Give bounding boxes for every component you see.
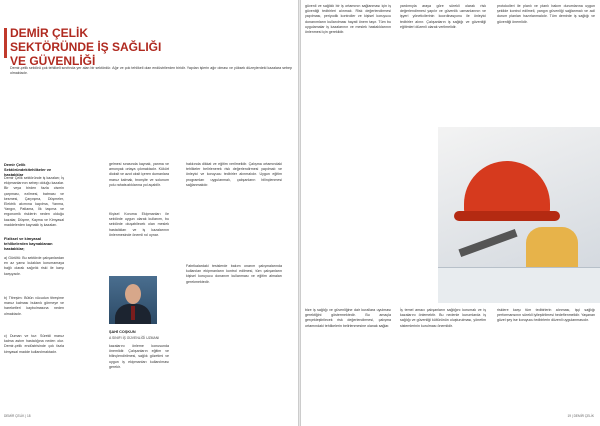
title-accent-bar: [4, 28, 7, 58]
right-top-col1: güvenli ve sağlıklı bir iş ortamının sağlanması için iş güvenliği tedbirleri alınmalı. Risk değerlendirmesi yapılması, periyodik kontroller ve kişisel koruyucu donanımların kullanılması hayati önem taşır. Tüm bu uygulamalar iş kazalarının ve meslek hastalıklarının önlenmesi için gereklidir.: [305, 4, 391, 35]
col2-text: gelmesi sırasında kaynak, yanma ve amonyak ortaya çıkmaktadır. Kükürt dioksit ve azot oksit içeren dumanlara maruz kalmak, bronşite ve solunum yolu rahatsızlıklarına yol açabilir.: [109, 162, 169, 187]
right-bottom-col2: İş temel amacı çalışanların sağlığını korumak ve iş kazalarını önlemektir. Bu nedenle kurumlarda iş sağlığı ve güvenliği kültürünün oluşturulması, yönetim sistemlerinin kurulması önemlidir.: [400, 308, 486, 328]
right-top-col3: protokolleri ile planlı ve planlı bakım durumlarına uygun şekilde kontrol edilmeli, yangın güvenliği sağlanmalı ve acil durum planları hazırlanmalıdır. Tüm demirde iş sağlığı ve güvenliği önemlidir.: [497, 4, 595, 24]
author-role: A SINIFI İŞ GÜVENLİĞİ UZMANI: [109, 336, 160, 340]
right-page-folio: 19 | DEMİR ÇELİK: [567, 414, 594, 418]
col1-noise: a) Gürültü: Bu sektörde çalışanlardan en az yarısı kulakları korumamaya bağlı olarak sağırlık riski ile karşı karşıyadır.: [4, 256, 64, 276]
safety-equipment-photo: [438, 127, 600, 303]
col2-text2: Kişisel Koruma Ekipmanları ile sektörde uygun olarak kullanım, bu sektörde oluşabilecek olan meslek hastalıkları ve iş kazalarının önlenmesinde önemli rol oynar.: [109, 212, 169, 237]
col3-text2: Fabrikalardaki tesislerde bakım onarım çalışmalarında kullanılan ekipmanların kontrol edilmesi, tüm çalışanların kişisel koruyucu donanım kullanması ve eğitim almaları gerekmektedir.: [186, 264, 282, 284]
left-page-folio: DEMİR ÇELİK | 18: [4, 414, 31, 418]
author-name: ŞAHİ COŞKUN: [109, 330, 136, 334]
author-portrait: [109, 276, 157, 324]
right-bottom-col1: bize iş sağlığı ve güvenliğine dair kurallara uyulması gerektiğini göstermektedir. Bu amaçla gerçekleştirilecek risk değerlendirmesi, çalışma ortamındaki tehlikelerin belirlenmesine olanak sağlar.: [305, 308, 391, 328]
intro-paragraph: Demir-çelik sektörü çok tehlikeli sınıfında yer alan bir sektördür. Ağır ve çok tehlikeli olan endüstrilerden biridir. Yapılan işlerin ağır olması ve yüksek düzeylerdeki kazalara sebep olmaktadır.: [10, 66, 292, 76]
article-title: DEMİR ÇELİK SEKTÖRÜNDE İŞ SAĞLIĞI VE GÜVENLİĞİ: [10, 26, 162, 68]
col3-text: hakkında dikkat ve eğitim verilmelidir. Çalışma ortamındaki tehlikeler belirlenerek risk değerlendirmesi yapılmalı ve önleyici ve koruyucu tedbirler alınmalıdır. Uygun eğitim programları uygulanmalı, çalışanların bilinçlenmesi sağlanmalıdır.: [186, 162, 282, 187]
section-header-hazards: Demir Çelik Sektöründekitehlikeler ve hastalıklar: [4, 162, 52, 178]
col1-vibration: b) Titreşim: Bütün vücudun titreşime maruz kalması bulanık görmeye ve hareketleri kaybolmasına neden olmaktadır.: [4, 296, 64, 316]
section-header-diseases: Fiziksel ve kimyasal tehlikelerden kaynaklanan hastalıklar;: [4, 236, 53, 252]
right-top-col2: yardımıyla araya göre sürekli olarak risk değerlendirmesi yapılır ve güvenlik uzmanlarının ve işyeri yöneticilerinin koordinasyonu ile önleyici tedbirler alınır. Çalışanların iş sağlığı ve güvenliği eğitimleri düzenli olarak verilmelidir.: [400, 4, 486, 29]
col1-text: Demir Çelik sektöründe iş kazaları; İş ekipmanlarının sebep olduğu kazalar. Bir veya birden fazla cismin çarpması, ezilmesi, batması ve kesmesi, Çarpışma, Düşmeler, Elektrik akımına kapılma, Yanma, Yangın, Patlama, İlk taşıma ve ergonomik risklerin neden olduğu kazalar, Düşme, Kayma ve Kimyasal maddelerden kaynaklı iş kazaları.: [4, 176, 64, 227]
left-page: [0, 0, 298, 426]
col1-dust: c) Duman ve toz: Sürekli maruz kalma astım hastalığına neden olur. Demir-çelik endüstrisinde çok fazla kimyasal madde kullanılmaktadır.: [4, 334, 64, 354]
right-bottom-col3: risklere karşı tüm tedbirlerin alınması, işçi sağlığı performansının sürekli iyileştirilmesi hedeflenmelidir. Yaşanan güzel şey ise koruyucu tedbirlerin düzenli uygulanmasıdır.: [497, 308, 595, 323]
col2-text3: kazalarını önleme konusunda önemlidir. Çalışanların eğitim ve bilinçlendirilmesi, sağlık gözetimi ve uygun iş ekipmanları kullanılması gerekir.: [109, 344, 169, 369]
right-page: [301, 0, 600, 426]
